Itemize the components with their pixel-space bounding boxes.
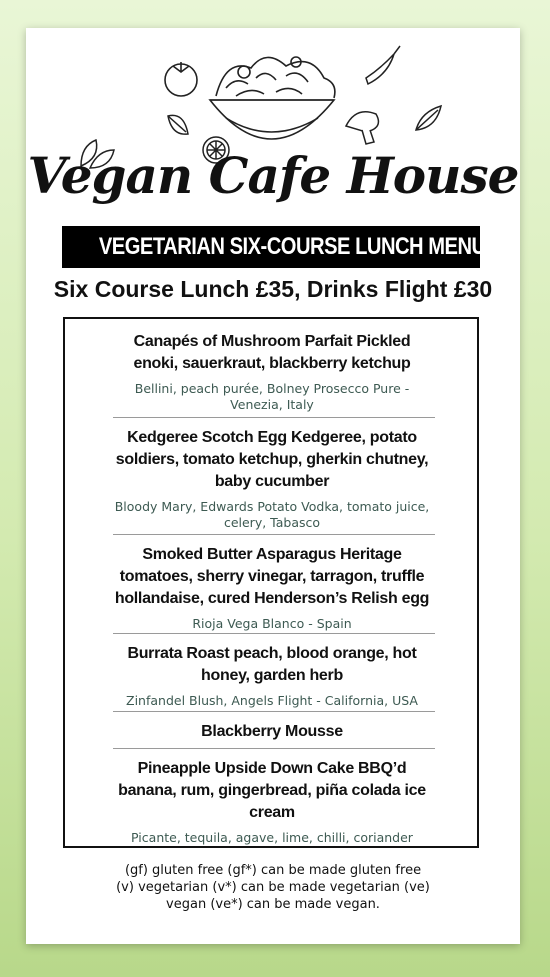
course-3 xyxy=(112,544,432,632)
legend-line: (v) vegetarian (v*) can be made vegetarian (ve) xyxy=(116,880,430,895)
dish-name: Canapés of Mushroom Parfait Pickled enoki, sauerkraut, blackberry ketchup xyxy=(133,333,411,372)
course-1 xyxy=(112,331,432,413)
chili-icon xyxy=(366,46,400,84)
drink-pairing: Bloody Mary, Edwards Potato Vodka, tomato juice, celery, Tabasco xyxy=(114,499,430,530)
course-4 xyxy=(112,643,432,709)
menu-banner xyxy=(62,226,486,268)
drink-pairing: Rioja Vega Blanco - Spain xyxy=(192,616,352,631)
menu-box xyxy=(63,317,479,848)
banner-text: VEGETARIAN SIX-COURSE LUNCH MENU xyxy=(98,233,486,260)
dish-name: Smoked Butter Asparagus Heritage tomatoes, sherry vinegar, tarragon, truffle hollandaise, cured Henderson’s Relish egg xyxy=(114,546,430,607)
dish-name: Blackberry Mousse xyxy=(201,723,343,740)
menu-card xyxy=(26,28,520,944)
divider xyxy=(113,633,435,634)
dish-name: Burrata Roast peach, blood orange, hot honey, garden herb xyxy=(127,645,417,684)
dietary-legend xyxy=(26,862,520,913)
price-line: Six Course Lunch £35, Drinks Flight £30 xyxy=(53,276,493,302)
course-6 xyxy=(112,758,432,846)
cafe-logo-title: Vegan Cafe House xyxy=(27,146,519,205)
mushroom-icon xyxy=(346,112,378,144)
legend-line: vegan (ve*) can be made vegan. xyxy=(166,897,380,912)
drink-pairing: Picante, tequila, agave, lime, chilli, coriander xyxy=(131,830,413,845)
divider xyxy=(113,748,435,749)
course-2 xyxy=(112,427,432,531)
drink-pairing: Bellini, peach purée, Bolney Prosecco Pure - Venezia, Italy xyxy=(134,381,410,412)
salad-bowl-icon xyxy=(210,57,335,139)
divider xyxy=(113,711,435,712)
dish-name: Kedgeree Scotch Egg Kedgeree, potato soldiers, tomato ketchup, gherkin chutney, baby cucumber xyxy=(115,429,429,490)
legend-line: (gf) gluten free (gf*) can be made gluten free xyxy=(124,863,422,878)
divider xyxy=(113,417,435,418)
divider xyxy=(113,534,435,535)
tomato-icon xyxy=(165,62,197,96)
dish-name: Pineapple Upside Down Cake BBQ’d banana, rum, gingerbread, piña colada ice cream xyxy=(118,760,426,821)
drink-pairing: Zinfandel Blush, Angels Flight - California, USA xyxy=(126,693,418,708)
course-5 xyxy=(112,721,432,743)
